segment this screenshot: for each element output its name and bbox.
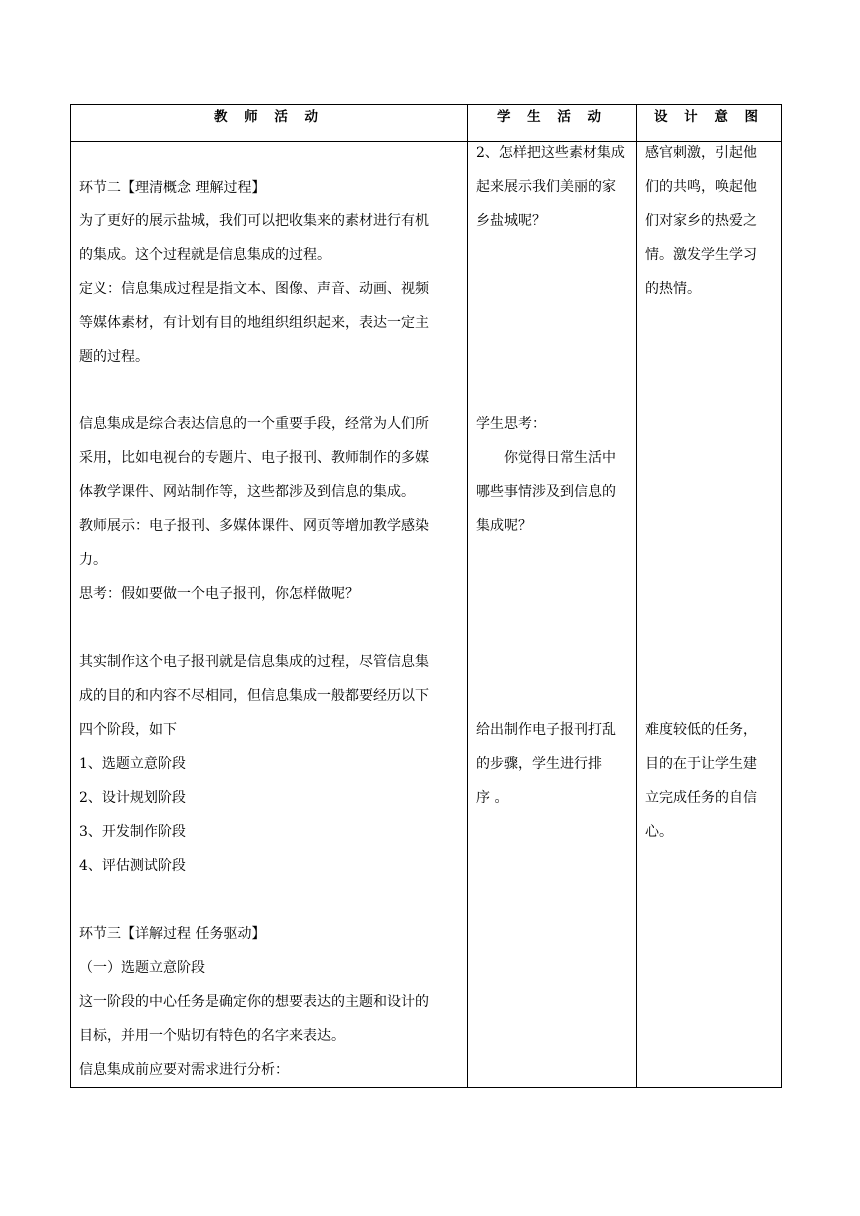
teacher-line: 信息集成是综合表达信息的一个重要手段，经常为人们所 [79,416,429,432]
teacher-line: 环节二【理清概念 理解过程】 [79,180,266,196]
teacher-line: 为了更好的展示盐城，我们可以把收集来的素材进行有机 [79,213,429,229]
header-teacher-activity: 教 师 活 动 [71,105,468,142]
design-line: 立完成任务的自信 [645,790,757,806]
student-line: 起来展示我们美丽的家 [476,179,616,195]
teacher-line: 信息集成前应要对需求进行分析： [79,1062,289,1078]
header-student-activity: 学 生 活 动 [468,105,637,142]
student-line: 2、怎样把这些素材集成 [476,145,625,161]
teacher-line: 体教学课件、网站制作等，这些都涉及到信息的集成。 [79,484,415,500]
design-line: 难度较低的任务， [645,722,757,738]
teacher-line: 目标，并用一个贴切有特色的名字来表达。 [79,1028,345,1044]
teacher-line: 4、评估测试阶段 [79,858,186,874]
design-line: 目的在于让学生建 [645,756,757,772]
teacher-line: 力。 [79,552,107,568]
student-line: 乡盐城呢？ [476,213,546,229]
student-line: 的步骤，学生进行排 [476,756,602,772]
teacher-line: 的集成。这个过程就是信息集成的过程。 [79,247,331,263]
student-line: 集成呢？ [476,518,532,534]
student-line: 序 。 [476,790,509,806]
teacher-line: 其实制作这个电子报刊就是信息集成的过程，尽管信息集 [79,654,429,670]
teacher-line: 环节三【详解过程 任务驱动】 [79,926,266,942]
teacher-line: 等媒体素材，有计划有目的地组织组织起来，表达一定主 [79,315,429,331]
teacher-line: 2、设计规划阶段 [79,790,186,806]
design-line: 们对家乡的热爱之 [645,213,757,229]
teacher-line: 1、选题立意阶段 [79,756,186,772]
teacher-line: 这一阶段的中心任务是确定你的想要表达的主题和设计的 [79,994,429,1010]
student-line: 学生思考： [476,416,546,432]
header-design-intent: 设 计 意 图 [637,105,782,142]
student-line: 你觉得日常生活中 [504,450,616,466]
teacher-line: 采用，比如电视台的专题片、电子报刊、教师制作的多媒 [79,450,429,466]
design-line: 情。激发学生学习 [645,247,757,263]
student-line: 哪些事情涉及到信息的 [476,484,616,500]
teacher-line: 题的过程。 [79,349,149,365]
header-row [71,105,782,142]
content-row [71,142,782,1088]
teacher-activity-cell [71,142,468,1088]
teacher-line: 教师展示：电子报刊、多媒体课件、网页等增加教学感染 [79,518,429,534]
lesson-plan-table [70,104,782,1088]
design-line: 们的共鸣，唤起他 [645,179,757,195]
teacher-line: 成的目的和内容不尽相同，但信息集成一般都要经历以下 [79,688,429,704]
design-line: 的热情。 [645,281,701,297]
teacher-line: （一）选题立意阶段 [79,960,205,976]
student-line: 给出制作电子报刊打乱 [476,722,616,738]
teacher-line: 定义：信息集成过程是指文本、图像、声音、动画、视频 [79,281,429,297]
student-activity-cell [468,142,637,1088]
teacher-line: 3、开发制作阶段 [79,824,186,840]
design-line: 心。 [645,824,673,840]
teacher-line: 四个阶段，如下 [79,722,177,738]
teacher-line: 思考：假如要做一个电子报刊，你怎样做呢？ [79,586,359,602]
design-intent-cell [637,142,782,1088]
design-line: 感官刺激，引起他 [645,145,757,161]
